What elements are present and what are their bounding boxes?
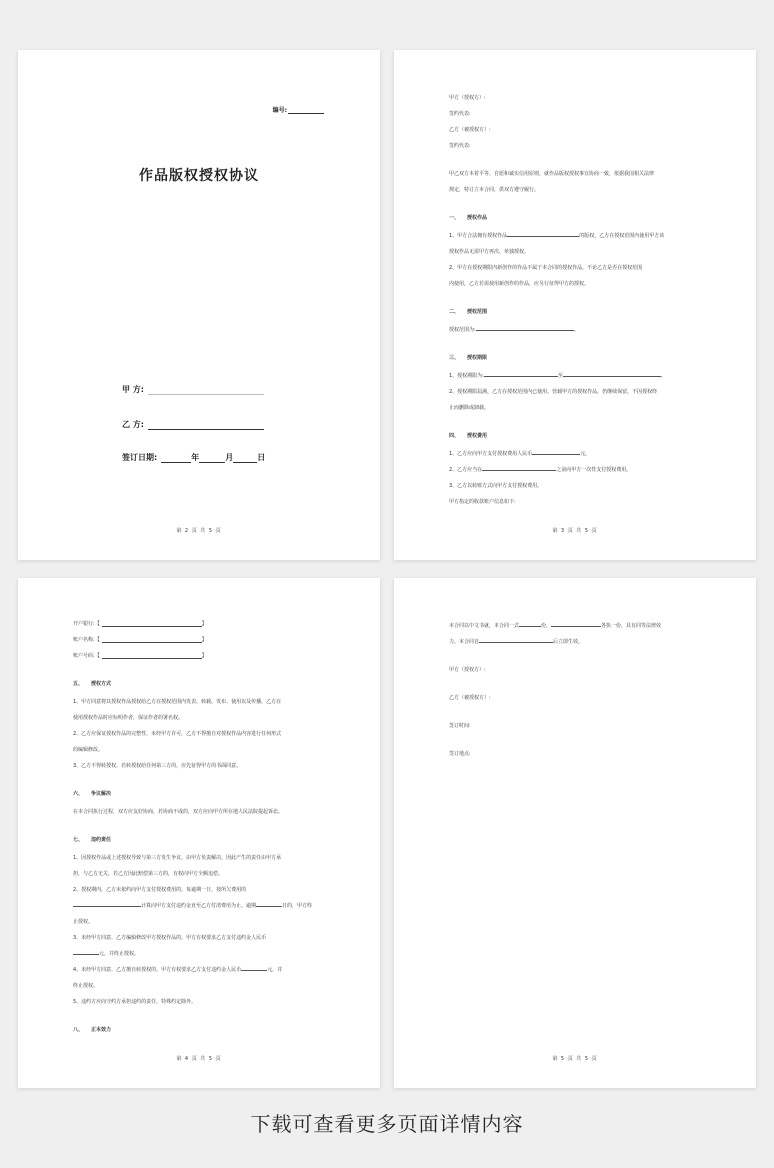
contract-number (273, 105, 324, 114)
section-heading: 四、 授权费用 (449, 433, 488, 439)
rep-b-line: 签约代表: (449, 143, 471, 149)
paragraph: 止而删除或卸载。 (449, 405, 490, 411)
party-a-line: 甲方（授权方）: (449, 95, 486, 101)
paragraph: 在本合同执行过程，双方应友好协商，若协商不成的，双方应向甲方所在地人民法院提起诉讼。 (73, 809, 284, 815)
sign-place-line: 签订地点: (449, 751, 471, 757)
paragraph: 5、违约方应向守约方承担违约的责任，特殊约定除外。 (73, 999, 197, 1005)
paragraph: 1、甲方同意将其授权作品授权给乙方在授权范围内发表、转载、发布、使用以及传播，乙方在 (73, 699, 282, 705)
intro-line-2: 规定，特订立本合同，供双方遵守履行。 (449, 187, 540, 193)
paragraph: 1、乙方应向甲方支付授权费用人民币 元。 (449, 451, 591, 457)
party-b-blank (148, 421, 264, 430)
section-heading: 二、 授权范围 (449, 309, 488, 315)
page-cover (18, 50, 380, 560)
page-footer: 第 3 页 共 5 页 (552, 528, 598, 534)
page-5 (394, 578, 756, 1088)
party-a-blank (148, 386, 264, 395)
paragraph: 担，与乙方无关，若乙方因此赔偿第三方的，有权向甲方全额追偿。 (73, 871, 224, 877)
paragraph: 1、授权期限为: 至 。 (449, 373, 666, 379)
page-body (449, 90, 708, 510)
paragraph: 终止授权。 (73, 983, 99, 989)
page-body (449, 618, 708, 762)
paragraph: 2、乙方应保证授权作品的完整性，未经甲方许可，乙方不得擅自对授权作品内容进行任何形式 (73, 731, 282, 737)
section-heading: 五、 授权方式 (73, 681, 112, 687)
section-heading: 七、 违约责任 (73, 837, 112, 843)
paragraph: 2、授权期限届满，乙方在授权范围内已使用、营载甲方的授权作品，仍继续保留，不因授权终 (449, 389, 658, 395)
month-blank (199, 454, 225, 463)
paragraph: 4、未经甲方同意，乙方擅自转授权的，甲方有权要求乙方支付违约金人民币 元，并 (73, 967, 283, 973)
page-4 (18, 578, 380, 1088)
day-blank (233, 454, 257, 463)
paragraph: 使用授权作品时应标明作者，保证作者的署名权。 (73, 715, 184, 721)
download-caption: 下载可查看更多页面详情内容 (250, 1112, 524, 1136)
month-label: 月 (225, 453, 234, 462)
document-title: 作品版权授权协议 (139, 168, 259, 184)
section-heading: 一、 授权作品 (449, 215, 488, 221)
account-bank-line: 开户银行: 【 】 (73, 621, 207, 627)
paragraph: 的编辑修改。 (73, 747, 104, 753)
paragraph: 元，并终止授权。 (73, 946, 332, 962)
day-label: 日 (257, 453, 266, 462)
party-a-line (122, 384, 264, 395)
party-a-line: 甲方（授权方）: (449, 667, 486, 673)
rep-a-line: 签约代表: (449, 111, 471, 117)
paragraph: 授权范围为: 。 (449, 327, 579, 333)
paragraph: 计算向甲方支付违约金直至乙方付清费用为止。逾期 日的，甲方终 (73, 898, 332, 914)
page-footer: 第 5 页 共 5 页 (552, 1056, 598, 1062)
paragraph: 1、因授权作品或上述授权导致与第三方发生争议，由甲方负责解决，因此产生的责任由甲方承 (73, 855, 282, 861)
paragraph: 2、甲方在授权期限内新创作的作品不属于本合同的授权作品，不论乙方是否在授权范围 (449, 265, 643, 271)
paragraph: 1、甲方合法拥有授权作品 的版权，乙方在授权范围内使用甲方该 (449, 233, 665, 239)
year-label: 年 (191, 453, 200, 462)
contract-number-blank (288, 107, 324, 114)
intro-line-1: 甲乙双方本着平等、自愿和诚实信用原则，就作品版权授权事宜协商一致，依据我国相关法律 (449, 171, 655, 177)
paragraph: 力。本合同自 后立即生效。 (449, 639, 584, 645)
party-b-line: 乙方（被授权方）: (449, 127, 491, 133)
paragraph: 3、乙方不得转授权，若转授权给任何第三方的，应先征得甲方的书面同意。 (73, 763, 242, 769)
paragraph: 内使用，乙方若需使用新创作的作品，应另行征得甲方的授权。 (449, 281, 590, 287)
paragraph: 2、授权期内，乙方未依约向甲方支付授权费用的，每逾期一日，按所欠费用的 (73, 887, 247, 893)
sign-time-line: 签订时间: (449, 723, 471, 729)
sign-date-line (122, 452, 265, 463)
paragraph: 止授权。 (73, 919, 94, 925)
party-a-label: 甲 方: (122, 385, 144, 394)
page-footer: 第 4 页 共 5 页 (176, 1056, 222, 1062)
section-heading: 八、 正本效力 (73, 1027, 112, 1033)
page-body (73, 616, 332, 1040)
account-name-line: 账户名称: 【 】 (73, 637, 207, 643)
year-blank (161, 454, 191, 463)
party-b-label: 乙 方: (122, 420, 144, 429)
party-b-line (122, 419, 264, 430)
page-footer: 第 2 页 共 5 页 (176, 528, 222, 534)
paragraph: 本合同以中文书就，本合同一式 份， 各执一份，具有同等法律效 (449, 623, 662, 629)
paragraph: 2、乙方应当在 之前向甲方一次性支付授权费用。 (449, 467, 632, 473)
section-heading: 三、 授权期限 (449, 355, 488, 361)
paragraph: 授权作品无需甲方再次、单独授权。 (449, 249, 530, 255)
contract-number-label: 编号: (272, 107, 287, 114)
section-heading: 六、 争议解决 (73, 791, 112, 797)
sign-date-label: 签订日期: (122, 453, 158, 462)
party-b-line: 乙方（被授权方）: (449, 695, 491, 701)
page-3 (394, 50, 756, 560)
paragraph: 甲方指定的收款账户信息如下: (449, 499, 516, 505)
account-number-line: 账户号码: 【 】 (73, 653, 207, 659)
paragraph: 3、未经甲方同意，乙方编辑修改甲方授权作品的，甲方有权要求乙方支付违约金人民币 (73, 935, 267, 941)
paragraph: 3、乙方以转账方式向甲方支付授权费用。 (449, 483, 543, 489)
